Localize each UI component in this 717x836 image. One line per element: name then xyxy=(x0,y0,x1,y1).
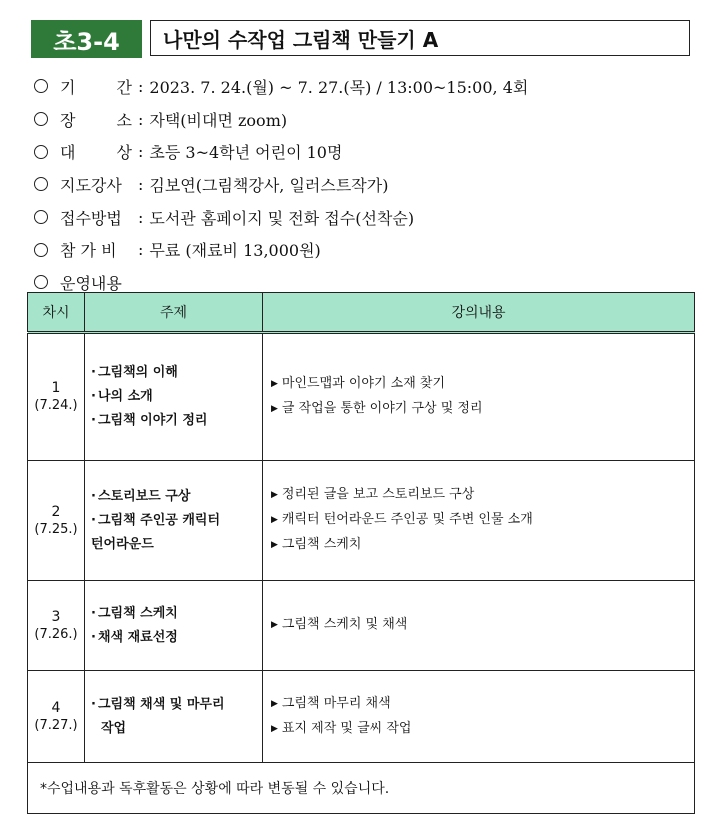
triangle-bullet-icon: ▶ xyxy=(271,379,278,389)
session-date: (7.26.) xyxy=(34,626,78,642)
info-label-char: 장 xyxy=(60,110,76,130)
column-header-topic: 주제 xyxy=(85,293,263,333)
circle-bullet-icon xyxy=(34,145,48,159)
info-label-instructor: 지도강사 xyxy=(60,175,122,195)
table-note-row xyxy=(28,763,695,814)
program-info-list xyxy=(34,70,694,299)
info-value-fee: 무료 (재료비 13,000원) xyxy=(149,241,321,261)
triangle-bullet-icon: ▶ xyxy=(271,723,278,734)
table-header-row xyxy=(28,293,695,333)
topic-cell xyxy=(85,333,263,461)
program-title: 나만의 수작업 그림책 만들기 A xyxy=(150,20,690,56)
info-label-contents: 운영내용 xyxy=(60,273,122,293)
circle-bullet-icon xyxy=(34,275,48,289)
content-item: ▶ 그림책 마무리 채색 xyxy=(271,695,391,711)
info-value-place: 자택(비대면 zoom) xyxy=(149,110,288,130)
table-row xyxy=(28,671,695,763)
info-row-place: 장 소 : 자택(비대면 zoom) xyxy=(34,103,694,136)
circle-bullet-icon xyxy=(34,243,48,257)
program-code-badge: 초3-4 xyxy=(31,20,142,58)
circle-bullet-icon xyxy=(34,210,48,224)
content-item: ▶ 그림책 스케치 및 채색 xyxy=(271,617,408,632)
info-row-fee: 참 가 비 : 무료 (재료비 13,000원) xyxy=(34,233,694,266)
topic-item: · 채색 재료선정 xyxy=(91,629,178,645)
topic-cell xyxy=(85,461,263,581)
triangle-bullet-icon: ▶ xyxy=(271,404,278,414)
column-header-content: 강의내용 xyxy=(263,293,695,333)
session-cell xyxy=(28,581,85,671)
column-header-session: 차시 xyxy=(28,293,85,333)
session-number: 1 xyxy=(51,380,61,396)
content-item: ▶ 캐릭터 턴어라운드 주인공 및 주변 인물 소개 xyxy=(271,512,533,527)
topic-item: · 그림책 이야기 정리 xyxy=(91,413,208,428)
content-cell xyxy=(263,671,695,763)
content-cell xyxy=(263,461,695,581)
content-item: ▶ 표지 제작 및 글씨 작업 xyxy=(271,720,412,736)
info-label-char: 기 xyxy=(60,77,76,97)
session-cell xyxy=(28,461,85,581)
program-header xyxy=(31,20,692,58)
info-value-target: 초등 3~4학년 어린이 10명 xyxy=(149,143,343,163)
session-number: 4 xyxy=(51,699,61,716)
circle-bullet-icon xyxy=(34,79,48,93)
info-value-instructor: 김보연(그림책강사, 일러스트작가) xyxy=(149,175,389,195)
topic-item: · 나의 소개 xyxy=(91,389,153,404)
topic-cell xyxy=(85,581,263,671)
info-row-target: 대 상 : 초등 3~4학년 어린이 10명 xyxy=(34,135,694,168)
session-number: 3 xyxy=(51,608,61,625)
content-cell xyxy=(263,581,695,671)
info-label-char: 대 xyxy=(60,143,76,163)
topic-item: · 그림책의 이해 xyxy=(91,365,178,380)
content-item: ▶ 글 작업을 통한 이야기 구상 및 정리 xyxy=(271,401,483,416)
triangle-bullet-icon: ▶ xyxy=(271,490,278,500)
info-label-char: 간 xyxy=(116,77,132,97)
session-table xyxy=(27,292,695,814)
topic-item: · 그림책 채색 및 마무리 xyxy=(91,696,225,712)
triangle-bullet-icon: ▶ xyxy=(271,698,278,709)
topic-item: · 그림책 스케치 xyxy=(91,605,178,621)
topic-item: 작업 xyxy=(101,720,127,736)
table-row xyxy=(28,461,695,581)
triangle-bullet-icon: ▶ xyxy=(271,540,278,550)
topic-cell xyxy=(85,671,263,763)
session-cell xyxy=(28,333,85,461)
table-row xyxy=(28,581,695,671)
info-label-registration: 접수방법 xyxy=(60,208,122,228)
session-date: (7.27.) xyxy=(34,717,78,733)
circle-bullet-icon xyxy=(34,177,48,191)
info-label-char: 상 xyxy=(116,143,132,163)
table-note: *수업내용과 독후활동은 상황에 따라 변동될 수 있습니다. xyxy=(28,763,695,814)
topic-item: 턴어라운드 xyxy=(91,536,154,552)
info-row-registration: 접수방법 : 도서관 홈페이지 및 전화 접수(선착순) xyxy=(34,201,694,234)
info-value-period: 2023. 7. 24.(월) ~ 7. 27.(목) / 13:00~15:00, 4회 xyxy=(149,77,529,97)
content-item: ▶ 마인드맵과 이야기 소재 찾기 xyxy=(271,376,446,391)
info-value-registration: 도서관 홈페이지 및 전화 접수(선착순) xyxy=(149,208,415,228)
topic-item: · 그림책 주인공 캐릭터 xyxy=(91,512,221,528)
topic-item: · 스토리보드 구상 xyxy=(91,488,191,504)
content-cell xyxy=(263,333,695,461)
info-label-fee: 참 가 비 xyxy=(60,241,117,261)
info-label-char: 소 xyxy=(116,110,132,130)
session-date: (7.24.) xyxy=(34,398,78,413)
content-item: ▶ 정리된 글을 보고 스토리보드 구상 xyxy=(271,487,475,502)
triangle-bullet-icon: ▶ xyxy=(271,515,278,525)
circle-bullet-icon xyxy=(34,112,48,126)
session-number: 2 xyxy=(51,503,61,520)
table-row xyxy=(28,333,695,461)
info-row-period: 기 간 : 2023. 7. 24.(월) ~ 7. 27.(목) / 13:00~15:00, 4회 xyxy=(34,70,694,103)
session-date: (7.25.) xyxy=(34,521,78,537)
session-cell xyxy=(28,671,85,763)
content-item: ▶ 그림책 스케치 xyxy=(271,537,362,552)
info-row-instructor: 지도강사 : 김보연(그림책강사, 일러스트작가) xyxy=(34,168,694,201)
triangle-bullet-icon: ▶ xyxy=(271,620,278,630)
